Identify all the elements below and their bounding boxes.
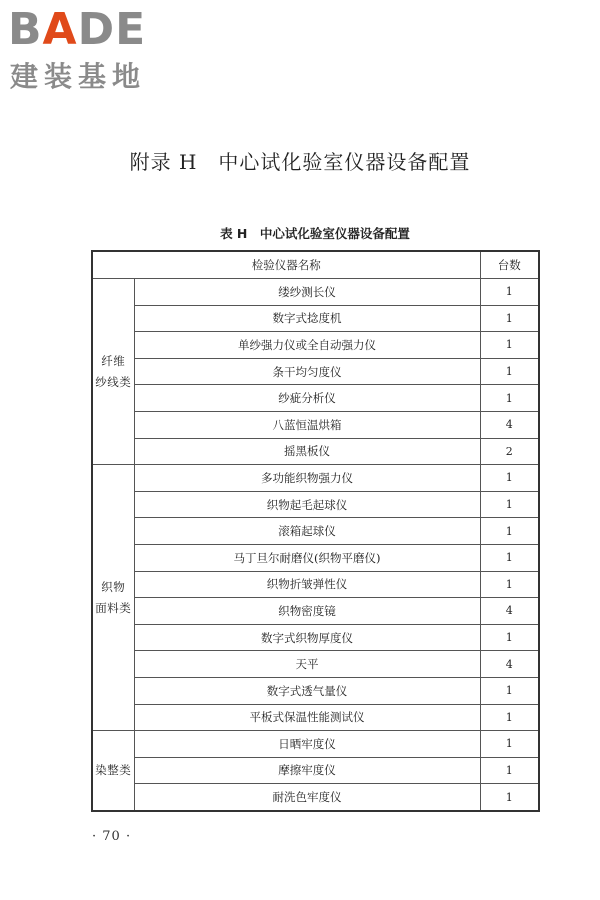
instrument-count-cell: 1 — [480, 677, 539, 704]
instrument-count-cell: 1 — [480, 757, 539, 784]
table-row — [92, 677, 539, 704]
table-row — [92, 385, 539, 412]
logo-subtitle: 建装基地 — [10, 60, 147, 93]
logo-wordmark — [8, 6, 146, 54]
logo-wordmark-prefix: B — [8, 4, 43, 55]
instrument-count-cell: 1 — [480, 465, 539, 492]
instrument-count-cell: 1 — [480, 279, 539, 306]
category-label-line: 纱线类 — [95, 374, 132, 389]
table-row — [92, 411, 539, 438]
publisher-logo — [8, 6, 178, 96]
instrument-count-cell: 1 — [480, 332, 539, 359]
instrument-name-cell: 多功能织物强力仪 — [134, 465, 480, 492]
page-number: · 70 · — [92, 829, 132, 844]
table-row — [92, 624, 539, 651]
table-row — [92, 704, 539, 731]
category-label-line: 织物 — [101, 579, 126, 594]
instrument-name-cell: 摇黑板仪 — [134, 438, 480, 465]
table-header-row — [92, 251, 539, 279]
instrument-count-cell: 1 — [480, 624, 539, 651]
instrument-count-cell: 1 — [480, 784, 539, 811]
instrument-name-cell: 数字式透气量仪 — [134, 677, 480, 704]
instrument-name-cell: 马丁旦尔耐磨仪(织物平磨仪) — [134, 544, 480, 571]
logo-wordmark-accent: A — [42, 4, 78, 55]
category-label-line: 纤维 — [101, 353, 126, 368]
instrument-name-cell: 摩擦牢度仪 — [134, 757, 480, 784]
instrument-name-cell: 数字式织物厚度仪 — [134, 624, 480, 651]
instrument-count-cell: 1 — [480, 704, 539, 731]
instrument-count-cell: 4 — [480, 651, 539, 678]
header-count: 台数 — [480, 251, 539, 279]
instrument-name-cell: 织物折皱弹性仪 — [134, 571, 480, 598]
instrument-count-cell: 1 — [480, 571, 539, 598]
instrument-name-cell: 日晒牢度仪 — [134, 731, 480, 758]
table-row — [92, 465, 539, 492]
table-row — [92, 438, 539, 465]
instrument-count-cell: 1 — [480, 305, 539, 332]
instrument-name-cell: 八蓝恒温烘箱 — [134, 411, 480, 438]
table-row — [92, 305, 539, 332]
table-row — [92, 279, 539, 306]
table-row — [92, 757, 539, 784]
table-row — [92, 571, 539, 598]
table-row — [92, 731, 539, 758]
category-cell — [92, 465, 134, 731]
table-row — [92, 598, 539, 625]
instrument-count-cell: 4 — [480, 411, 539, 438]
table-row — [92, 491, 539, 518]
instrument-name-cell: 天平 — [134, 651, 480, 678]
header-instrument-name: 检验仪器名称 — [92, 251, 480, 279]
category-cell — [92, 731, 134, 811]
instrument-name-cell: 织物密度镜 — [134, 598, 480, 625]
category-label-line: 染整类 — [95, 762, 132, 777]
instrument-count-cell: 1 — [480, 385, 539, 412]
instrument-count-cell: 2 — [480, 438, 539, 465]
equipment-table — [91, 250, 540, 812]
appendix-title: 附录 H 中心试化验室仪器设备配置 — [129, 150, 471, 174]
table-row — [92, 544, 539, 571]
instrument-name-cell: 织物起毛起球仪 — [134, 491, 480, 518]
instrument-count-cell: 1 — [480, 491, 539, 518]
instrument-name-cell: 滚箱起球仪 — [134, 518, 480, 545]
category-label-line: 面料类 — [95, 600, 132, 615]
table-row — [92, 518, 539, 545]
instrument-count-cell: 1 — [480, 544, 539, 571]
table-row — [92, 358, 539, 385]
table-row — [92, 784, 539, 811]
instrument-name-cell: 数字式捻度机 — [134, 305, 480, 332]
instrument-name-cell: 纱疵分析仪 — [134, 385, 480, 412]
table-row — [92, 332, 539, 359]
instrument-count-cell: 1 — [480, 731, 539, 758]
instrument-count-cell: 1 — [480, 518, 539, 545]
logo-wordmark-suffix: DE — [77, 4, 147, 55]
instrument-count-cell: 1 — [480, 358, 539, 385]
table-row — [92, 651, 539, 678]
instrument-name-cell: 缕纱测长仪 — [134, 279, 480, 306]
table-title: 表 H 中心试化验室仪器设备配置 — [220, 226, 410, 241]
instrument-name-cell: 平板式保温性能测试仪 — [134, 704, 480, 731]
table-body — [92, 279, 539, 811]
instrument-name-cell: 单纱强力仪或全自动强力仪 — [134, 332, 480, 359]
category-cell — [92, 279, 134, 465]
instrument-name-cell: 耐洗色牢度仪 — [134, 784, 480, 811]
instrument-name-cell: 条干均匀度仪 — [134, 358, 480, 385]
instrument-count-cell: 4 — [480, 598, 539, 625]
